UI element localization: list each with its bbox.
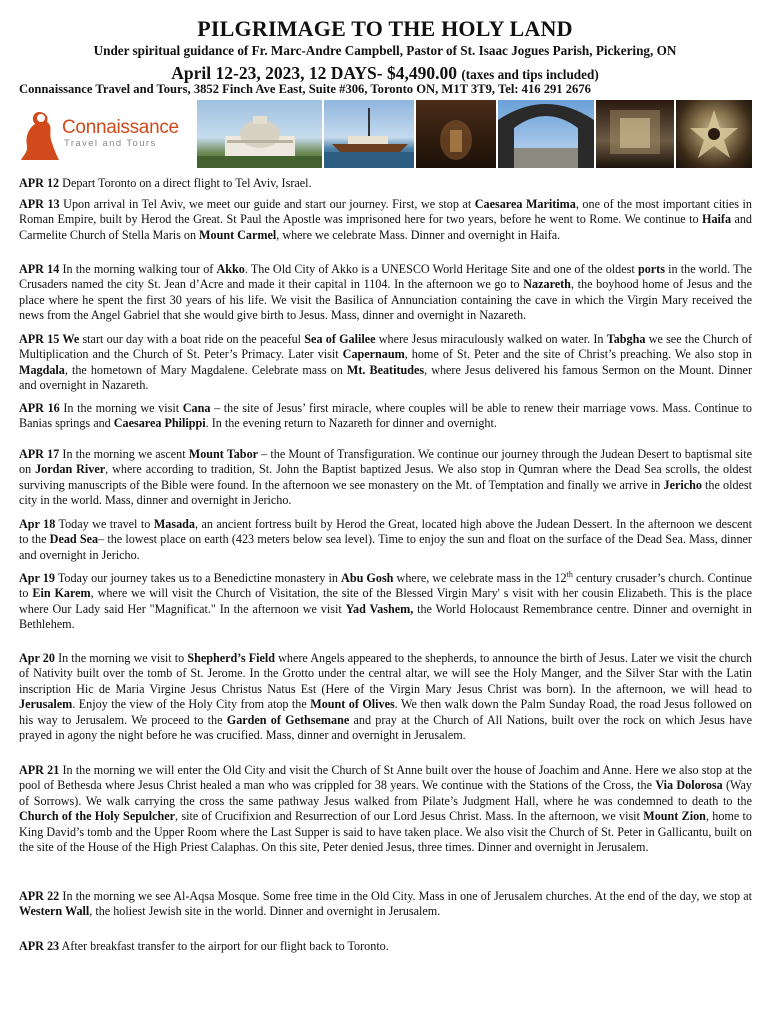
dark-interior-photo <box>416 100 496 168</box>
photo-banner <box>17 100 752 168</box>
guidance-line: Under spiritual guidance of Fr. Marc-Andre Campbell, Pastor of St. Isaac Jogues Parish, Pickering, ON <box>93 43 677 58</box>
itinerary-apr16: APR 16 In the morning we visit Cana – the site of Jesus’ first miracle, where couples will be able to renew their marriage vows. Mass. Continue to Banias springs and Caesarea Philippi. In the evening return to Nazareth for dinner and overnight. <box>19 401 752 431</box>
logo-name: Connaissance <box>62 117 179 138</box>
itinerary-apr22: APR 22 In the morning we see Al-Aqsa Mosque. Some free time in the Old City. Mass in one of Jerusalem churches. At the end of the day, we stop at Western Wall, the holiest Jewish site in the world. Dinner and overnight in Jerusalem. <box>19 889 752 919</box>
boat-photo <box>324 100 414 168</box>
itinerary-apr13: APR 13 Upon arrival in Tel Aviv, we meet our guide and start our journey. First, we stop at Caesarea Maritima, one of the most important cities in Roman Empire, built by Herod the Great. St Paul the Apostle was imprisoned here for two years, before he went to Rome. We continue to Haifa and Carmelite Church of Stella Maris on Mount Carmel, where we celebrate Mass. Dinner and overnight in Haifa. <box>19 197 753 242</box>
dates-price-line <box>0 63 770 84</box>
logo-figure-icon <box>19 106 63 166</box>
itinerary-apr23: APR 23 After breakfast transfer to the airport for our flight back to Toronto. <box>19 939 389 953</box>
agency-logo <box>17 100 195 168</box>
itinerary-apr21: APR 21 In the morning we will enter the Old City and visit the Church of St Anne built over the house of Joachim and Anne. Here we also stop at the pool of Bethesda where Jesus Christ healed a man who was crippled for 38 years. We continue with the Stations of the Cross, the Via Dolorosa (Way of Sorrows). We walk carrying the cross the same pathway Jesus walked from Pilate’s Judgment Hall, where he was condemned to death to the Church of the Holy Sepulcher, site of Crucifixion and Resurrection of our Lord Jesus Christ. Mass. In the afternoon, we visit Mount Zion, home to King David’s tomb and the Upper Room where the Last Supper is said to have taken place. We also visit the Church of St. Peter in Gallicantu, built on the site of the House of the High Priest Calaphas. On this site, Peter denied Jesus, three times. Dinner and overnight in Jerusalem. <box>19 763 753 855</box>
logo-subtitle: Travel and Tours <box>64 138 157 149</box>
itinerary-apr20: Apr 20 In the morning we visit to Shepherd’s Field where Angels appeared to the shepherds, to announce the birth of Jesus. Later we visit the church of Nativity built over the tomb of St. Jerome. In the Grotto under the central altar, we will see the Holy Manger, and the Silver Star with the Latin inscription Hic de Maria Virgine Jesus Christus Natus Est (Here of the Virgin Mary Jesus Christ was born). In the afternoon, we will head to Jerusalem. Enjoy the view of the Holy City from atop the Mount of Olives. We then walk down the Palm Sunday Road, the road Jesus followed on his way to Jerusalem. We proceed to the Garden of Gethsemane and pray at the Church of All Nations, built over the rock on which Jesus have prayed in agony the night before he was crucified. Mass, dinner and overnight in Jerusalem. <box>19 651 753 743</box>
itinerary-apr19: Apr 19 Today our journey takes us to a Benedictine monastery in Abu Gosh where, we celebrate mass in the 12th century crusader’s church. Continue to Ein Karem, where we will visit the Church of Visitation, the site of the Blessed Virgin Mary' s visit with her cousin Elizabeth. This is the place where Our Lady said Her "Magnificat." In the afternoon we visit Yad Vashem, the World Holocaust Remembrance centre. Dinner and overnight in Bethlehem. <box>19 569 752 632</box>
itinerary-apr15: APR 15 We start our day with a boat ride on the peaceful Sea of Galilee where Jesus miraculously walked on water. In Tabgha we see the Church of Multiplication and the Church of St. Peter’s Primacy. Later visit Capernaum, home of St. Peter and the site of Christ’s preaching. We also stop in Magdala, the hometown of Mary Magdalene. Celebrate mass on Mt. Beatitudes, where Jesus delivered his famous Sermon on the Mount. Dinner and overnight in Nazareth. <box>19 332 753 393</box>
dates-price-note: (taxes and tips included) <box>461 67 599 82</box>
itinerary-apr17: APR 17 In the morning we ascent Mount Tabor – the Mount of Transfiguration. We continue our journey through the Judean Desert to baptismal site on Jordan River, where according to tradition, St. John the Baptist baptized Jesus. We also stop in Qumran where the Dead Sea scrolls, the oldest surviving manuscripts of the Bible were found. In the afternoon we see monastery on the Mt. of Temptation and finally we arrive in Jericho the oldest city in the world. Mass, dinner and overnight in Jericho. <box>19 447 753 508</box>
page-title: PILGRIMAGE TO THE HOLY LAND <box>197 16 573 41</box>
arch-photo <box>498 100 594 168</box>
itinerary-apr18: Apr 18 Today we travel to Masada, an ancient fortress built by Herod the Great, located high above the Judean Dessert. In the afternoon we descent to the Dead Sea– the lowest place on earth (423 meters below sea level). Time to enjoy the sun and float on the surface of the Dead Sea. Mass, dinner and overnight in Jericho. <box>19 517 752 562</box>
agency-line: Connaissance Travel and Tours, 3852 Finch Ave East, Suite #306, Toronto ON, M1T 3T9, Tel: 416 291 2676 <box>19 82 591 96</box>
altar-photo <box>596 100 674 168</box>
church-photo <box>197 100 322 168</box>
itinerary-apr12: APR 12 Depart Toronto on a direct flight to Tel Aviv, Israel. <box>19 176 312 190</box>
dates-price: April 12-23, 2023, 12 DAYS- $4,490.00 <box>171 63 457 83</box>
star-photo <box>676 100 752 168</box>
itinerary-apr14: APR 14 In the morning walking tour of Akko. The Old City of Akko is a UNESCO World Heritage Site and one of the oldest ports in the world. The Crusaders named the city St. Jean d’Acre and made it their capital in 1104. In the afternoon we go to Nazareth, the boyhood home of Jesus and the place where he spent the first 30 years of his life. We visit the Basilica of Annunciation containing the cave in which the Virgin Mary received the news from the Angel Gabriel that she would give birth to Jesus. Mass, dinner and overnight in Nazareth. <box>19 262 752 323</box>
